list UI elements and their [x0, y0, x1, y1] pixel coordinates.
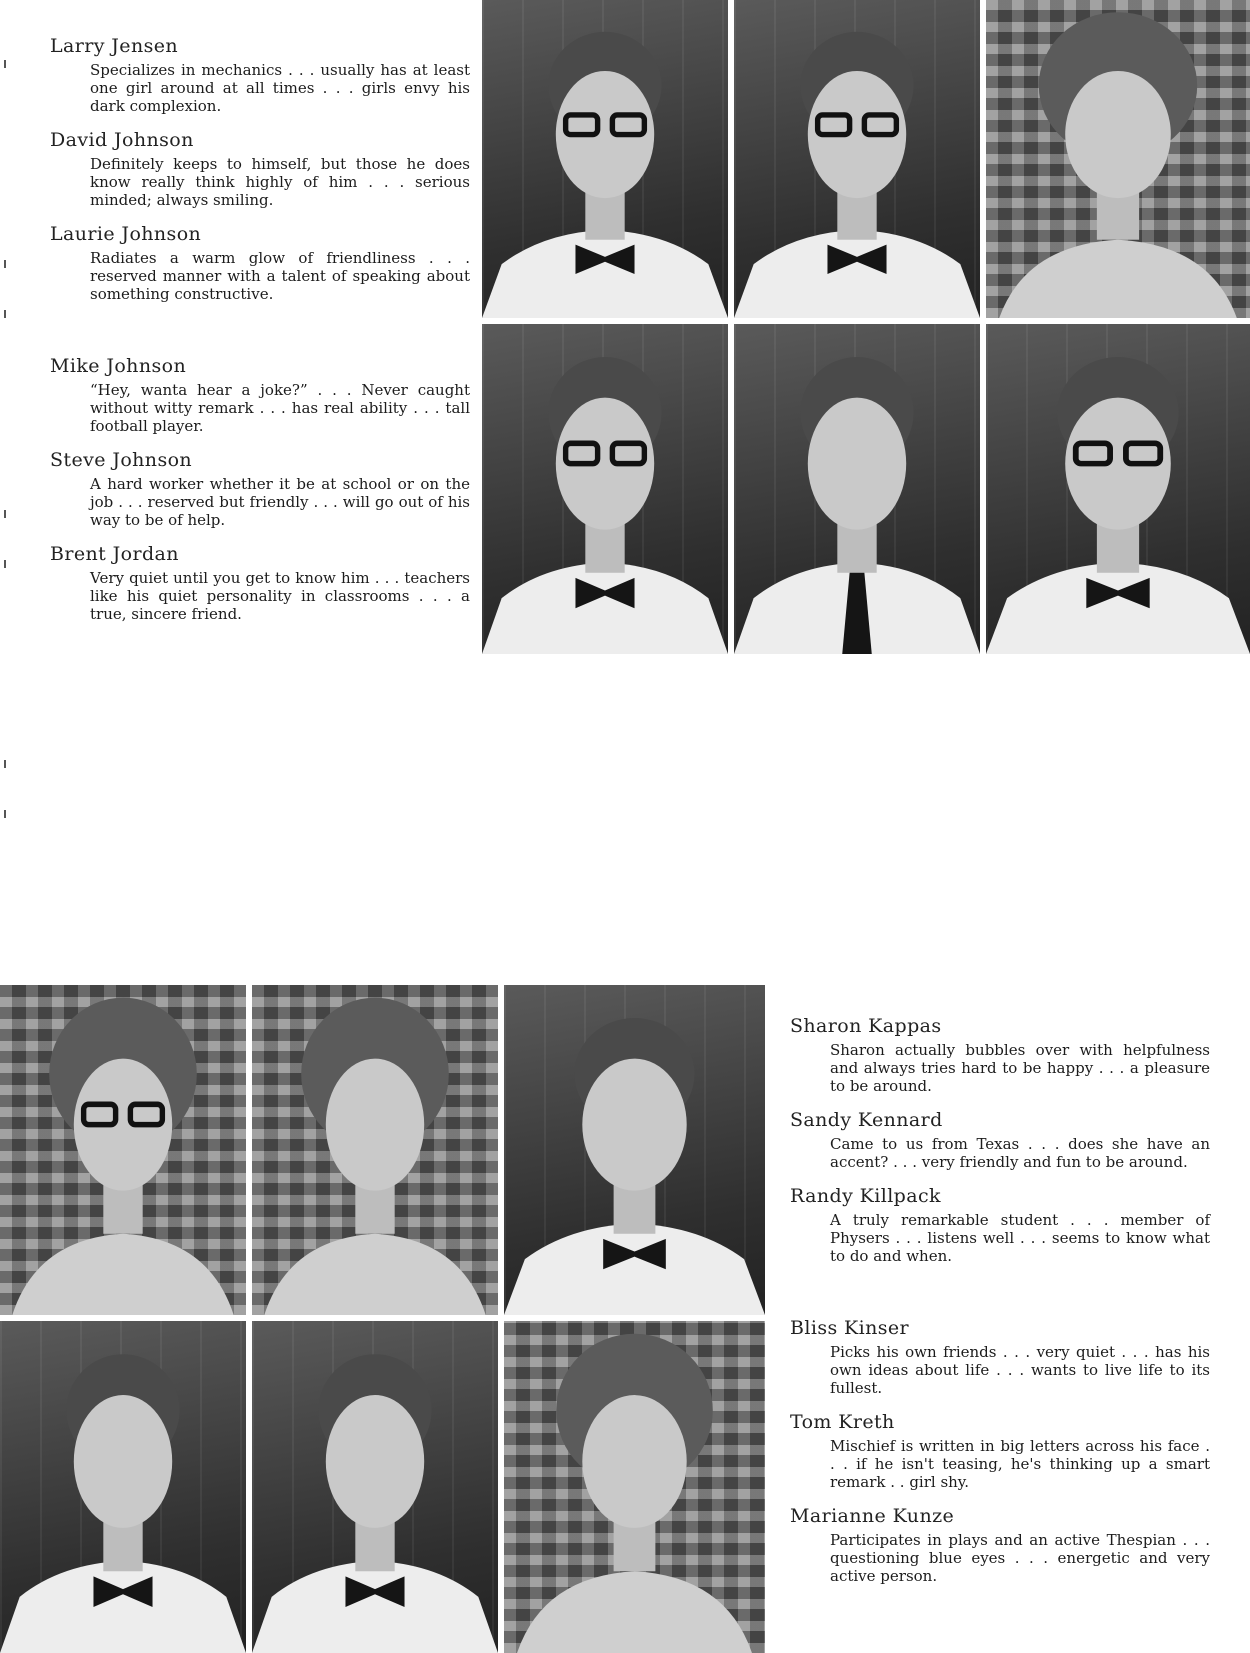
- face: [582, 1059, 686, 1191]
- student-description: Participates in plays and an active Thespian . . . questioning blue eyes . . . energetic and very active person.: [830, 1531, 1210, 1585]
- bottom-bio-column: [790, 1015, 1210, 1585]
- bio-entry: [790, 1317, 1210, 1397]
- shoulders: [252, 1561, 498, 1653]
- student-name: Laurie Johnson: [50, 223, 202, 245]
- face: [808, 398, 906, 530]
- student-name: Steve Johnson: [50, 449, 193, 471]
- portrait-drawing: [0, 985, 246, 1315]
- student-description: “Hey, wanta hear a joke?” . . . Never caught without witty remark . . . has real ability . . . tall football player.: [90, 381, 470, 435]
- student-description: Picks his own friends . . . very quiet . . . has his own ideas about life . . . wants to live life to its fullest.: [830, 1343, 1210, 1397]
- shoulders: [999, 240, 1237, 318]
- student-description: Radiates a warm glow of friendliness . . . reserved manner with a talent of speaking about something constructive.: [90, 249, 470, 303]
- binding-marks: [4, 60, 10, 820]
- shoulders: [504, 1224, 765, 1315]
- face: [1065, 71, 1171, 198]
- bio-entry: [50, 449, 470, 529]
- student-portrait: [252, 1321, 498, 1653]
- portrait-drawing: [252, 985, 498, 1315]
- portrait-drawing: [986, 0, 1250, 318]
- shoulders: [482, 230, 728, 318]
- portrait-drawing: [986, 324, 1250, 654]
- student-name: Bliss Kinser: [790, 1317, 910, 1339]
- student-name: Mike Johnson: [50, 355, 187, 377]
- bio-entry: [50, 223, 470, 303]
- face: [582, 1395, 686, 1528]
- portrait-drawing: [504, 985, 765, 1315]
- portrait-drawing: [482, 324, 728, 654]
- portrait-drawing: [252, 1321, 498, 1653]
- bio-entry: [50, 543, 470, 623]
- portrait-drawing: [504, 1321, 765, 1653]
- face: [326, 1059, 424, 1191]
- bottom-portrait-grid: [0, 985, 765, 1653]
- portrait-drawing: [482, 0, 728, 318]
- student-name: Sandy Kennard: [790, 1109, 943, 1131]
- portrait-drawing: [734, 324, 980, 654]
- student-name: Brent Jordan: [50, 543, 179, 565]
- student-description: A hard worker whether it be at school or on the job . . . reserved but friendly . . . will go out of his way to be of help.: [90, 475, 470, 529]
- bio-entry: [790, 1015, 1210, 1095]
- student-portrait: [252, 985, 498, 1315]
- shoulders: [0, 1561, 246, 1653]
- student-description: Mischief is written in big letters across his face . . . if he isn't teasing, he's thinking up a smart remark . . girl shy.: [830, 1437, 1210, 1491]
- shoulders: [517, 1571, 752, 1653]
- student-portrait: [986, 324, 1250, 654]
- bio-entry: [790, 1185, 1210, 1265]
- student-portrait: [504, 1321, 765, 1653]
- student-name: Larry Jensen: [50, 35, 179, 57]
- student-portrait: [0, 985, 246, 1315]
- student-portrait: [482, 0, 728, 318]
- student-description: Specializes in mechanics . . . usually has at least one girl around at all times . . . girls envy his dark complexion.: [90, 61, 470, 115]
- bio-entry: [50, 35, 470, 115]
- bio-entry: [790, 1109, 1210, 1171]
- student-description: Definitely keeps to himself, but those he does know really think highly of him . . . serious minded; always smiling.: [90, 155, 470, 209]
- portrait-drawing: [734, 0, 980, 318]
- student-description: A truly remarkable student . . . member of Physers . . . listens well . . . seems to know what to do and when.: [830, 1211, 1210, 1265]
- student-portrait: [986, 0, 1250, 318]
- bio-entry: [50, 129, 470, 209]
- top-bio-column: [50, 35, 470, 623]
- student-name: Randy Killpack: [790, 1185, 941, 1207]
- student-name: Tom Kreth: [790, 1411, 895, 1433]
- student-portrait: [0, 1321, 246, 1653]
- bio-entry: [790, 1411, 1210, 1491]
- student-portrait: [504, 985, 765, 1315]
- bio-entry: [790, 1505, 1210, 1585]
- top-portrait-grid: [482, 0, 1250, 654]
- shoulders: [482, 563, 728, 654]
- shoulders: [734, 230, 980, 318]
- student-portrait: [482, 324, 728, 654]
- student-description: Came to us from Texas . . . does she have an accent? . . . very friendly and fun to be around.: [830, 1135, 1210, 1171]
- student-name: Sharon Kappas: [790, 1015, 942, 1037]
- student-name: David Johnson: [50, 129, 194, 151]
- face: [326, 1395, 424, 1528]
- student-name: Marianne Kunze: [790, 1505, 955, 1527]
- shoulders: [986, 563, 1250, 654]
- student-description: Sharon actually bubbles over with helpfulness and always tries hard to be happy . . . a pleasure to be around.: [830, 1041, 1210, 1095]
- portrait-drawing: [0, 1321, 246, 1653]
- student-description: Very quiet until you get to know him . . . teachers like his quiet personality in classrooms . . . a true, sincere friend.: [90, 569, 470, 623]
- face: [74, 1395, 172, 1528]
- shoulders: [264, 1234, 485, 1315]
- student-portrait: [734, 0, 980, 318]
- bio-entry: [50, 355, 470, 435]
- student-portrait: [734, 324, 980, 654]
- shoulders: [12, 1234, 233, 1315]
